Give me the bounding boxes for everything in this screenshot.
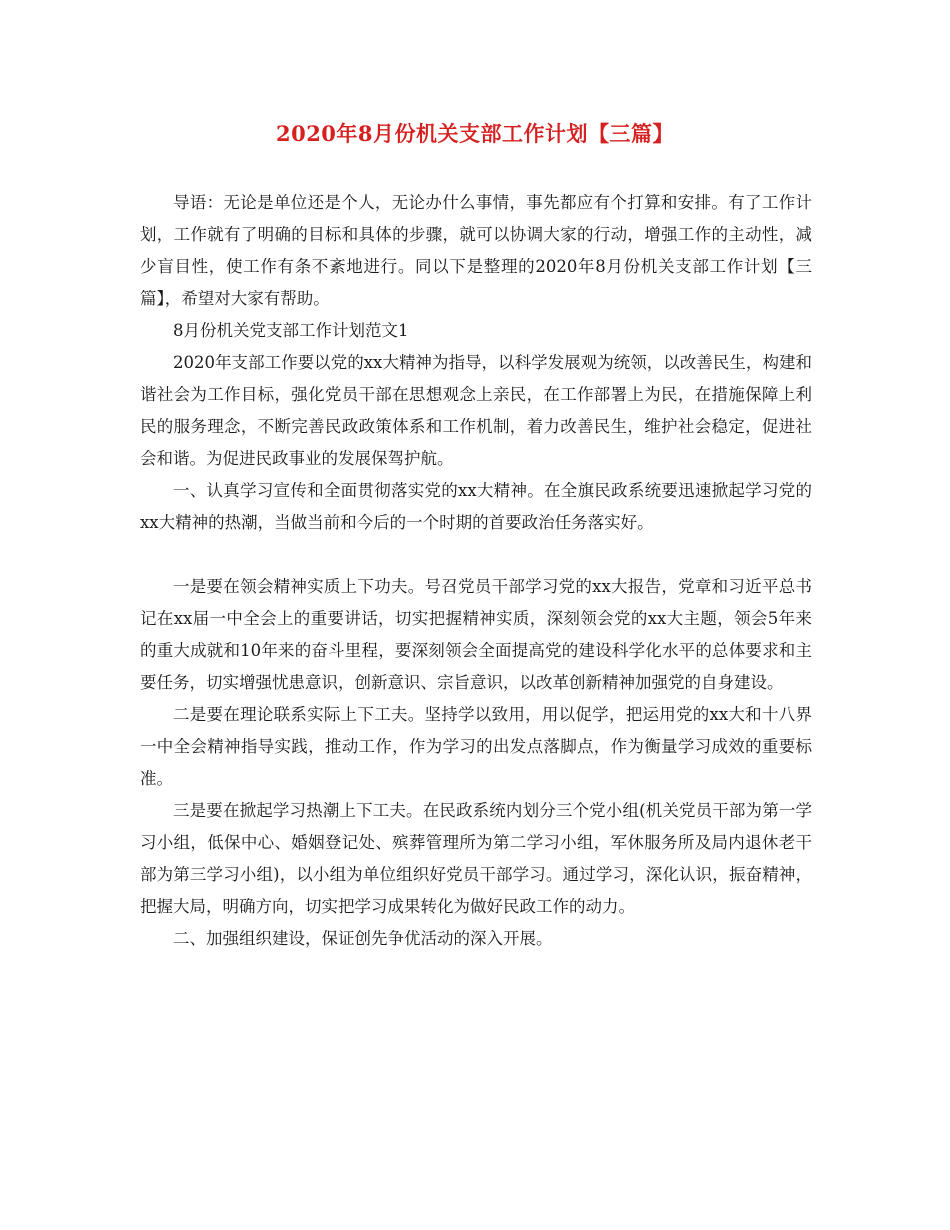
body-paragraph: 三是要在掀起学习热潮上下工夫。在民政系统内划分三个党小组(机关党员干部为第一学习小组，低保中心、婚姻登记处、殡葬管理所为第二学习小组，军休服务所及局内退休老干部为第三学习小组)，以小组为单位组织好党员干部学习。通过学习，深化认识，振奋精神，把握大局，明确方向，切实把学习成果转化为做好民政工作的动力。 xyxy=(140,801,812,916)
body-paragraph: 一、认真学习宣传和全面贯彻落实党的xx大精神。在全旗民政系统要迅速掀起学习党的xx大精神的热潮，当做当前和今后的一个时期的首要政治任务落实好。 xyxy=(140,481,812,532)
document-body xyxy=(140,187,812,955)
body-paragraph: 二、加强组织建设，保证创先争优活动的深入开展。 xyxy=(173,929,553,948)
intro-paragraph: 导语：无论是单位还是个人，无论办什么事情，事先都应有个打算和安排。有了工作计划，工作就有了明确的目标和具体的步骤，就可以协调大家的行动，增强工作的主动性，减少盲目性，使工作有条不紊地进行。同以下是整理的2020年8月份机关支部工作计划【三篇】，希望对大家有帮助。 xyxy=(140,193,812,308)
body-paragraph: 2020年支部工作要以党的xx大精神为指导，以科学发展观为统领，以改善民生，构建和谐社会为工作目标，强化党员干部在思想观念上亲民，在工作部署上为民，在措施保障上利民的服务理念，不断完善民政政策体系和工作机制，着力改善民生，维护社会稳定，促进社会和谐。为促进民政事业的发展保驾护航。 xyxy=(140,353,812,468)
document-title: 2020年8月份机关支部工作计划【三篇】 xyxy=(275,121,675,146)
section-heading: 8月份机关党支部工作计划范文1 xyxy=(173,321,409,340)
body-paragraph: 二是要在理论联系实际上下工夫。坚持学以致用，用以促学，把运用党的xx大和十八界一中全会精神指导实践，推动工作，作为学习的出发点落脚点，作为衡量学习成效的重要标准。 xyxy=(140,705,812,788)
body-paragraph: 一是要在领会精神实质上下功夫。号召党员干部学习党的xx大报告，党章和习近平总书记在xx届一中全会上的重要讲话，切实把握精神实质，深刻领会党的xx大主题，领会5年来的重大成就和10年来的奋斗里程，要深刻领会全面提高党的建设科学化水平的总体要求和主要任务，切实增强忧患意识，创新意识、宗旨意识，以改革创新精神加强党的自身建设。 xyxy=(140,577,812,692)
